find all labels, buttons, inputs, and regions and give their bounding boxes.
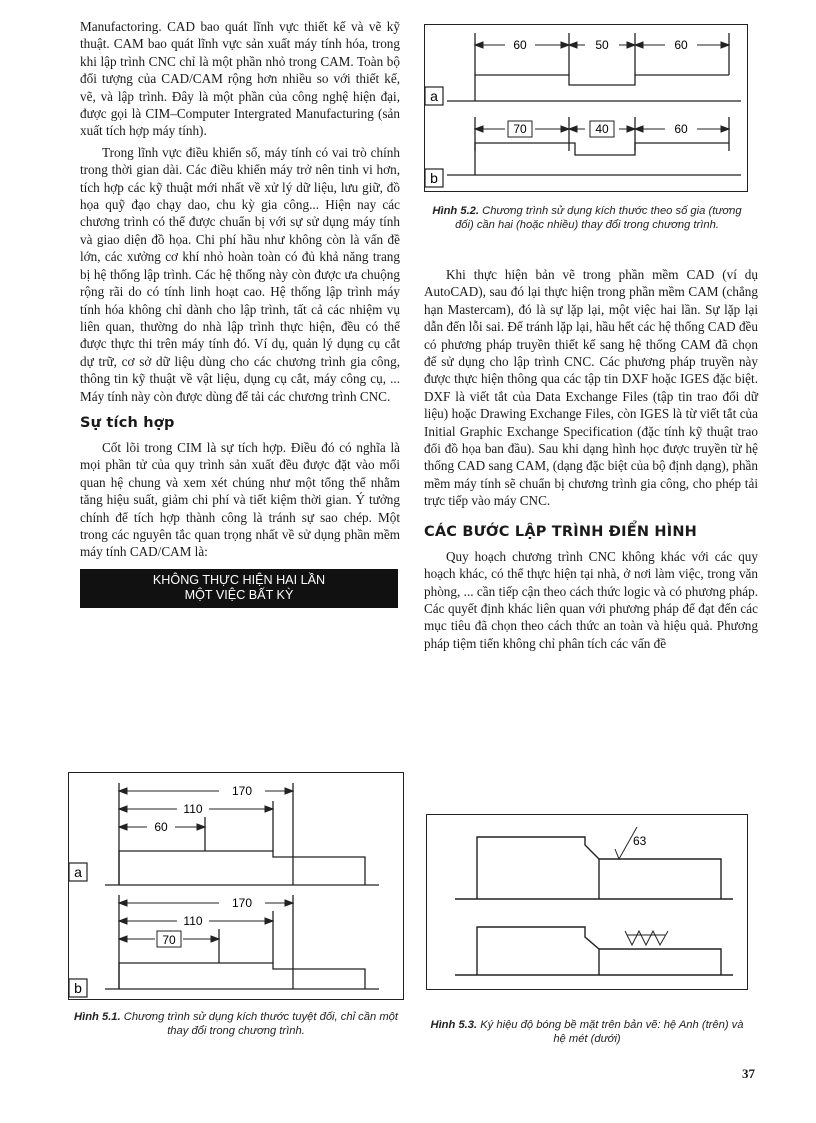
right-column bbox=[424, 266, 758, 652]
figure-5-3-caption bbox=[426, 1018, 748, 1046]
figure-5-1-drawing bbox=[69, 773, 403, 999]
section-heading-typical-steps: CÁC BƯỚC LẬP TRÌNH ĐIỂN HÌNH bbox=[424, 523, 698, 540]
dim-2b-40: 40 bbox=[595, 122, 609, 136]
paragraph-numerical-control: Trong lĩnh vực điều khiển số, máy tính có vai trò chính trong thời gian dài. Các điều khiển máy trở nên tinh vi hơn, tích hợp các kỹ thuật mới nhất về xử lý dữ liệu, lưu giữ, đồ họa quỹ đạo chạy dao, chu kỳ gia công... Hiện nay các chương trình có thể được chuẩn bị với sự sử dụng máy tính và giao diện đồ họa. Chi phí hầu như không còn là vấn đề lớn, các xưởng cơ khí nhỏ hoàn toàn có đủ khả năng trang bị hệ thống lập trình. Các hệ thống này còn được ưa chuộng rộng rãi do có tính linh hoạt cao. Hệ thống lập trình máy tính hóa không chỉ dành cho lập trình, tất cả các nhiệm vụ liên quan, thường do nhà lập trình thực hiện, đều có thể được thực thi trên máy tính đó. Ví dụ, quản lý dụng cụ cắt dự trữ, cơ sở dữ liệu dùng cho các chương trình gia công, thông tin kỹ thuật về vật liệu, dụng cụ cắt, máy công cụ, ... Máy tính này còn được dùng để tải các chương trình CNC. bbox=[80, 144, 400, 404]
banner-line-2: MỘT VIỆC BẤT KỲ bbox=[184, 587, 294, 602]
figure-5-1 bbox=[68, 772, 404, 1000]
paragraph-cad-cam-scope: Manufactoring. CAD bao quát lĩnh vực thiết kế và vẽ kỹ thuật. CAM bao quát lĩnh vực sản xuất máy tính hóa, trong khi lập trình CNC chỉ là một phần nhỏ trong CAM. Toàn bộ đối tượng của CAD/CAM rộng hơn nhiều so với thiết kế, vẽ, và lập trình. Đây là một phần của công nghệ hiện đại, được gọi là CIM–Computer Intergrated Manufacturing (sản xuất tích hợp máy tính). bbox=[80, 19, 400, 139]
dim-2a-60-left: 60 bbox=[513, 38, 527, 52]
dim-a-110: 110 bbox=[183, 802, 203, 816]
figure-5-1-caption-title: Hình 5.1. bbox=[74, 1011, 121, 1023]
figure-5-2-label-a: a bbox=[430, 88, 438, 104]
paragraph-cad-to-cam-transfer: Khi thực hiện bản vẽ trong phần mềm CAD (ví dụ AutoCAD), sau đó lại thực hiện trong phần mềm CAM (chẳng hạn Mastercam), đó là sự lặp lại, một việc hai lần. Sự lặp lại dẫn đến lỗi sai. Để tránh lặp lại, hầu hết các hệ thống CAD đều có phương pháp truyền thiết kế sang hệ thống CAM đã chọn để sử dụng cho lập trình CNC. Các phương pháp truyền này được thực hiện thông qua các tập tin DXF hoặc IGES đặc biệt. DXF là viết tắt của Data Exchange Files (tập tin trao đổi dữ liệu) hoặc Drawing Exchange Files, còn IGES là từ viết tắt của Initial Graphic Exchange Specification (đặc tính kỹ thuật trao đổi đồ họa ban đầu). Sau khi dạng hình học được truyền từ hệ thống CAD sang CAM, (dạng đặc biệt của bộ định dạng), phần mềm máy tính sẽ chuẩn bị chương trình gia công, cho phép tải trực tiếp vào máy CNC. bbox=[424, 267, 758, 509]
banner-line-1: KHÔNG THỰC HIỆN HAI LẦN bbox=[152, 572, 326, 587]
dim-2a-60-right: 60 bbox=[674, 38, 688, 52]
paragraph-program-planning: Quy hoạch chương trình CNC không khác với các quy hoạch khác, có thể thực hiện tại nhà, ở nơi làm việc, trong văn phòng, ... cần tiếp cận theo cách thức logic và có phương pháp. Các quyết định khác liên quan với phương pháp để đạt đến các mục tiêu đã chọn theo cách thức an toàn và hiệu quả. Phương pháp tiệm tiến không chỉ phân tích các vấn đề bbox=[424, 548, 758, 651]
figure-5-2-drawing bbox=[425, 25, 747, 191]
roughness-value-63: 63 bbox=[633, 834, 647, 848]
dim-a-60: 60 bbox=[154, 820, 168, 834]
principle-banner bbox=[80, 569, 398, 608]
dim-b-70: 70 bbox=[162, 933, 176, 947]
figure-5-1-caption-text: Chương trình sử dụng kích thước tuyệt đối, chỉ cần một thay đổi trong chương trình. bbox=[123, 1011, 398, 1037]
section-heading-integration: Sự tích hợp bbox=[80, 414, 175, 431]
dim-b-170: 170 bbox=[231, 896, 253, 910]
figure-5-2-caption bbox=[426, 204, 748, 232]
figure-5-1-label-a: a bbox=[74, 864, 82, 880]
figure-5-1-label-b: b bbox=[74, 980, 82, 996]
figure-5-3-caption-text: Ký hiệu độ bóng bề mặt trên bản vẽ: hệ Anh (trên) và hệ mét (dưới) bbox=[480, 1019, 744, 1045]
figure-5-3 bbox=[426, 814, 748, 990]
figure-5-2-caption-title: Hình 5.2. bbox=[432, 205, 480, 217]
page-number: 37 bbox=[742, 1066, 755, 1081]
dim-2a-50: 50 bbox=[595, 38, 609, 52]
dim-2b-60: 60 bbox=[674, 122, 688, 136]
dim-2b-70: 70 bbox=[513, 122, 527, 136]
paragraph-integration: Cốt lõi trong CIM là sự tích hợp. Điều đó có nghĩa là mọi phần tử của quy trình sản xuất đều được đặt vào mối quan hệ chung và xem xét chúng như một tổng thể nhằm tăng hiệu suất, giảm chi phí và tiết kiệm thời gian. Ý tưởng chính để tích hợp thành công là tránh sự sao chép. Một trong các nguyên tắc quan trọng nhất về sử dụng phần mềm máy tính CAD/CAM là: bbox=[80, 439, 400, 560]
dim-b-110: 110 bbox=[183, 914, 203, 928]
figure-5-3-drawing bbox=[427, 815, 747, 989]
figure-5-3-caption-title: Hình 5.3. bbox=[430, 1019, 478, 1031]
figure-5-2-caption-text: Chương trình sử dụng kích thước theo số gia (tương đối) cần hai (hoặc nhiều) thay đổi trong chương trình. bbox=[455, 205, 742, 231]
left-column bbox=[80, 18, 400, 608]
figure-5-2-label-b: b bbox=[430, 170, 438, 186]
figure-5-1-caption bbox=[66, 1010, 406, 1038]
dim-a-170: 170 bbox=[231, 784, 253, 798]
figure-5-2 bbox=[424, 24, 748, 192]
